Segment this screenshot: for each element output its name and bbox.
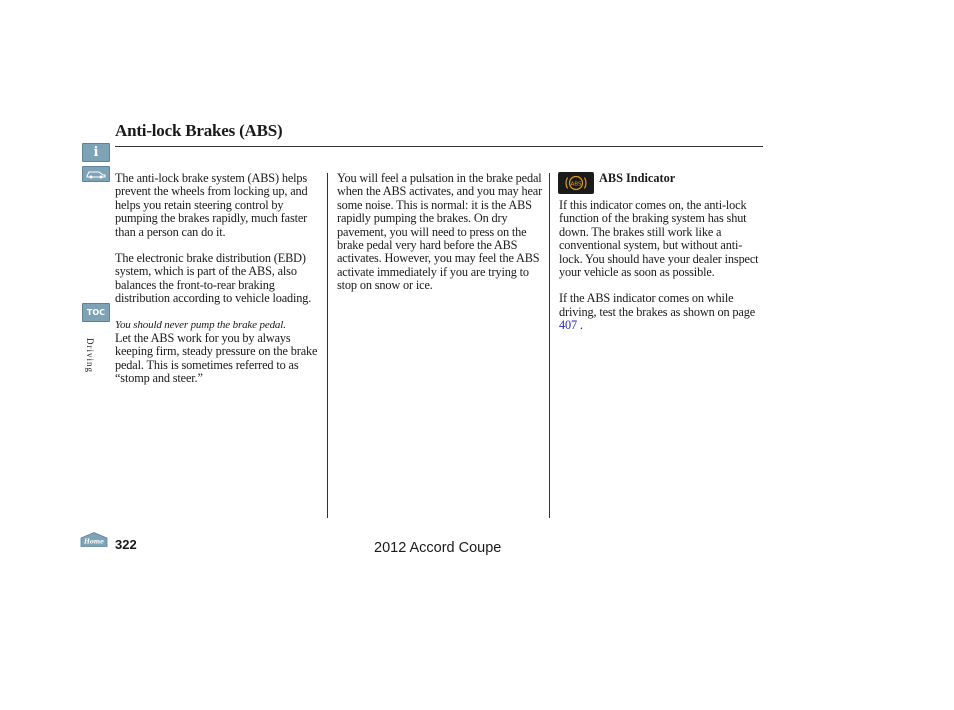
home-icon <box>80 532 108 547</box>
footer-model: 2012 Accord Coupe <box>374 540 502 556</box>
column-2 <box>337 172 543 293</box>
indicator-driving-end: . <box>577 318 583 333</box>
car-icon <box>85 169 107 179</box>
ebd-paragraph: The electronic brake distribution (EBD) system, which is part of the ABS, also balances the front-to-rear braking distribution according to vehicle loading. <box>115 251 312 306</box>
home-button[interactable] <box>80 532 108 547</box>
indicator-driving-text: If the ABS indicator comes on while driving, test the brakes as shown on page <box>559 291 756 319</box>
column-3 <box>559 199 763 333</box>
home-label: Home <box>84 538 104 546</box>
car-button[interactable] <box>82 166 110 182</box>
pulsation-paragraph: You will feel a pulsation in the brake pedal when the ABS activates, and you may hear some noise. This is normal: it is the ABS rapidly pumping the brakes. On dry pavement, you will need to press on the brake pedal very hard before the ABS activates. However, you may feel the ABS activate immediately if you are trying to stop on snow or ice. <box>337 171 543 293</box>
abs-intro-paragraph: The anti-lock brake system (ABS) helps prevent the wheels from locking up, and helps you retain steering control by pumping the brakes rapidly, much faster than a person can do it. <box>115 171 308 239</box>
page-number: 322 <box>115 537 137 552</box>
column-divider-1 <box>327 173 328 518</box>
title-divider <box>115 146 763 147</box>
abs-warning-icon <box>562 174 590 192</box>
info-button[interactable] <box>82 143 110 162</box>
abs-indicator-heading: ABS Indicator <box>599 171 676 185</box>
section-label: Driving <box>85 338 95 373</box>
toc-button[interactable] <box>82 303 110 322</box>
column-divider-2 <box>549 173 550 518</box>
column-1 <box>115 172 320 386</box>
abs-icon-text: ABS <box>570 181 582 188</box>
page-title: Anti-lock Brakes (ABS) <box>115 121 283 140</box>
indicator-driving-paragraph <box>559 292 763 332</box>
abs-indicator-icon <box>558 172 594 194</box>
stomp-steer-paragraph: Let the ABS work for you by always keeping firm, steady pressure on the brake pedal. This is sometimes referred to as “stomp and steer.” <box>115 331 318 386</box>
toc-label: TOC <box>86 308 106 317</box>
info-icon: i <box>93 145 99 160</box>
page-407-link[interactable]: 407 <box>559 318 577 333</box>
indicator-on-paragraph: If this indicator comes on, the anti-lock function of the braking system has shut down. The brakes still work like a conventional system, but without anti-lock. You should have your dealer inspect your vehicle as soon as possible. <box>559 198 759 280</box>
warning-text: You should never pump the brake pedal. <box>115 318 286 331</box>
